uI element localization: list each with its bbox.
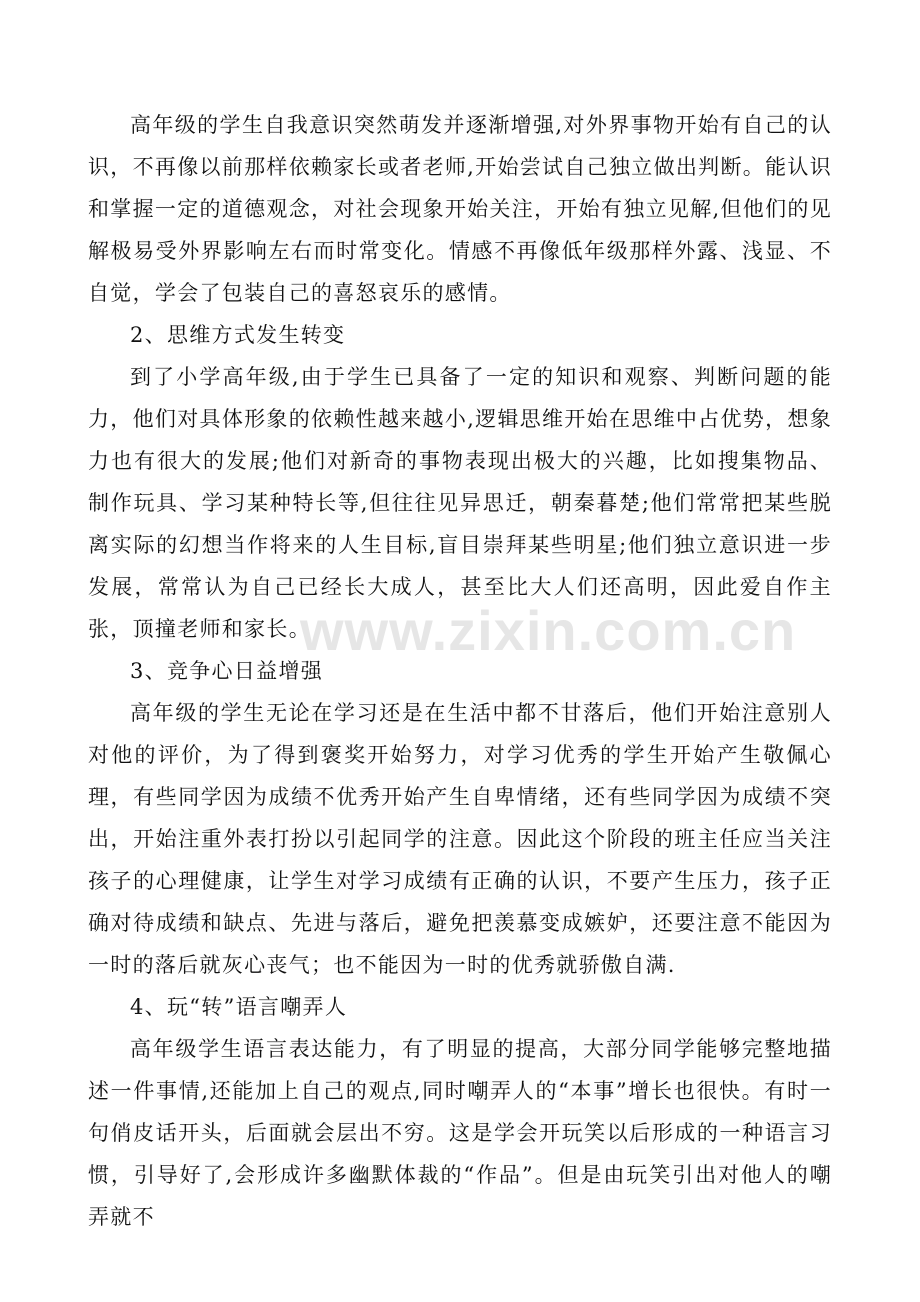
paragraph-1: 高年级的学生自我意识突然萌发并逐渐增强,对外界事物开始有自己的认识，不再像以前那样依赖家长或者老师,开始尝试自己独立做出判断。能认识和掌握一定的道德观念，对社会现象开始关注，开始有独立见解,但他们的见解极易受外界影响左右而时常变化。情感不再像低年级那样外露、浅显、不自觉，学会了包装自己的喜怒哀乐的感情。 xyxy=(88,113,832,305)
watermark: www.zixin.com.cn xyxy=(300,599,797,662)
section-heading-4: 4、玩“转”语言嘲弄人 xyxy=(130,995,348,1019)
section-heading-3: 3、竞争心日益增强 xyxy=(130,659,324,683)
section-heading-2: 2、思维方式发生转变 xyxy=(130,323,346,347)
paragraph-3: 高年级的学生无论在学习还是在生活中都不甘落后，他们开始注意别人对他的评价，为了得到褒奖开始努力，对学习优秀的学生开始产生敬佩心理，有些同学因为成绩不优秀开始产生自卑情绪，还有些同学因为成绩不突出，开始注重外表打扮以引起同学的注意。因此这个阶段的班主任应当关注孩子的心理健康，让学生对学习成绩有正确的认识，不要产生压力，孩子正确对待成绩和缺点、先进与落后，避免把羡慕变成嫉妒，还要注意不能因为一时的落后就灰心丧气；也不能因为一时的优秀就骄傲自满. xyxy=(88,701,832,977)
paragraph-2: 到了小学高年级,由于学生已具备了一定的知识和观察、判断问题的能力，他们对具体形象的依赖性越来越小,逻辑思维开始在思维中占优势，想象力也有很大的发展;他们对新奇的事物表现出极大的兴趣，比如搜集物品、制作玩具、学习某种特长等,但往往见异思迁，朝秦暮楚;他们常常把某些脱离实际的幻想当作将来的人生目标,盲目崇拜某些明星;他们独立意识进一步发展，常常认为自己已经长大成人，甚至比大人们还高明，因此爱自作主张，顶撞老师和家长。 xyxy=(88,365,832,641)
document-body xyxy=(88,104,832,1238)
paragraph-4: 高年级学生语言表达能力，有了明显的提高，大部分同学能够完整地描述一件事情,还能加上自己的观点,同时嘲弄人的“本事”增长也很快。有时一句俏皮话开头，后面就会层出不穷。这是学会开玩笑以后形成的一种语言习惯，引导好了,会形成许多幽默体裁的“作品”。但是由玩笑引出对他人的嘲弄就不 xyxy=(88,1037,832,1229)
